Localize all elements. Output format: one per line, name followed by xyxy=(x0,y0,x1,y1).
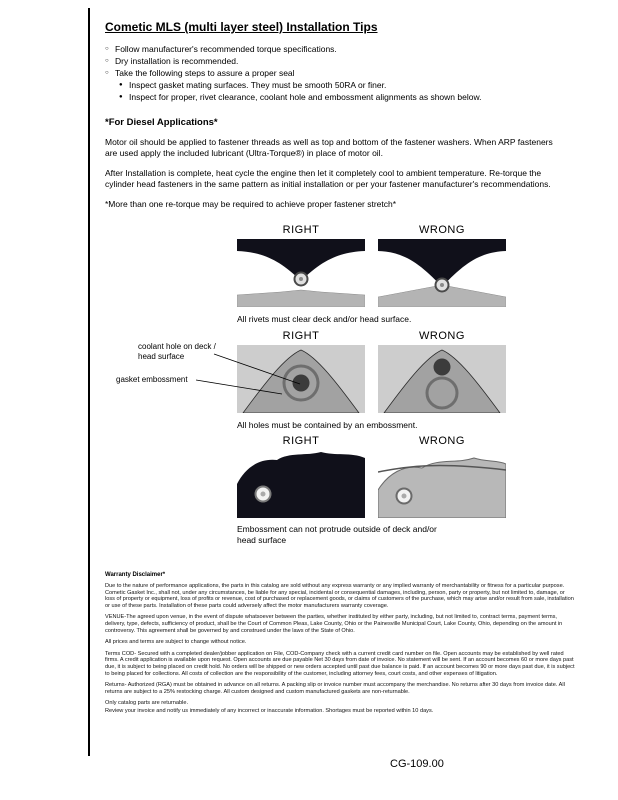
warranty-paragraph: Only catalog parts are returnable. xyxy=(105,700,189,707)
diagram-col-right xyxy=(237,435,365,518)
tip-item: ○ Dry installation is recommended. xyxy=(105,55,575,67)
wrong-label: WRONG xyxy=(419,435,465,447)
diagram-col-right xyxy=(237,224,365,307)
tip-sub-item: ● Inspect for proper, rivet clearance, coolant hole and embossment alignments as shown below. xyxy=(119,91,575,103)
retorque-note: *More than one re-torque may be required to achieve proper fastener stretch* xyxy=(105,199,397,209)
right-label: RIGHT xyxy=(282,330,320,342)
content-column xyxy=(105,20,575,219)
warranty-paragraph: Review your invoice and notify us immediately of any incorrect or inaccurate information. Shortages must be reported within 10 days. xyxy=(105,707,434,714)
right-label: RIGHT xyxy=(282,435,320,447)
hole-wrong-image xyxy=(378,345,506,413)
diagram-row-embossment xyxy=(237,435,506,518)
diagram-col-wrong xyxy=(378,224,506,307)
warranty-heading: Warranty Disclaimer* xyxy=(105,572,166,578)
diesel-paragraph-2: After Installation is complete, heat cycle the engine then let it completely cool to ambient temperature. Re-torque the cylinder head fasteners in the same pattern as initial installation or per your fastener manufacturer's recommendations. xyxy=(105,168,551,189)
embossment-caption: Embossment can not protrude outside of deck and/or head surface xyxy=(237,524,437,545)
diagram-col-wrong xyxy=(378,435,506,518)
embossment-right-image xyxy=(237,450,365,518)
warranty-paragraph: Returns- Authorized (RGA) must be obtained in advance on all returns. A packing slip or invoice number must accompany the merchandise. No returns after 30 days from invoice date. All returns are subject to a 25% restocking charge. All custom designed and custom manufactured gaskets are non-returnable. xyxy=(105,682,565,695)
tip-item: ○ Follow manufacturer's recommended torque specifications. xyxy=(105,43,575,55)
page-number: CG-109.00 xyxy=(390,758,444,770)
gasket-embossment-callout-label: gasket embossment xyxy=(116,375,188,384)
diagram-col-wrong xyxy=(378,330,506,413)
callout-connector-lines xyxy=(196,350,306,402)
diagram-row-rivets xyxy=(237,224,506,307)
rivets-caption: All rivets must clear deck and/or head surface. xyxy=(237,314,412,324)
coolant-hole-callout-label: coolant hole on deck / head surface xyxy=(138,342,216,361)
embossment-wrong-image xyxy=(378,450,506,518)
tips-list xyxy=(105,43,575,103)
tip-item: ○ Take the following steps to assure a proper seal xyxy=(105,67,575,79)
diesel-paragraph-1: Motor oil should be applied to fastener threads as well as top and bottom of the fastener washers. When ARP fasteners are used apply the included lubricant (Ultra-Torque®) in place of motor oil. xyxy=(105,137,553,158)
holes-caption: All holes must be contained by an embossment. xyxy=(237,420,418,430)
tip-sub-item: ● Inspect gasket mating surfaces. They must be smooth 50RA or finer. xyxy=(119,79,575,91)
right-label: RIGHT xyxy=(282,224,320,236)
warranty-disclaimer-section xyxy=(105,572,575,720)
wrong-label: WRONG xyxy=(419,330,465,342)
warranty-paragraph: Terms COD- Secured with a completed dealer/jobber application on File, COD-Company check with a current credit card number on file. Open accounts may be established by well rated firms. A credit application is available upon request. Open accounts are due payable Net 30 days from date of invoice. No statement will be sent. If an account becomes 60 or more days past due, it is subject to being placed on credit hold. No orders will be shipped or new orders accepted until past due balance is paid. If an account becomes 90 or more days past due, it is subject to being placed for collections. All costs of collection are the responsibility of the customer, including attorney fees, court costs, and other expenses of litigation. xyxy=(105,650,575,677)
left-border-rule xyxy=(88,8,90,756)
warranty-paragraph: Due to the nature of performance applications, the parts in this catalog are sold without any express warranty or any implied warranty of merchantability or fitness for a particular purpose. Cometic Gasket Inc., shall not, under any circumstances, be liable for any special, incidental or consequential damages, including, person, party or property, but not limited to, damage, or loss of property or equipment, loss of profits or revenue, cost of purchased or replacement goods, or claims of customers of the purchase, which may arise and/or result from sale, installation or use of these parts. Installation of these parts could adversely affect the motor manufacturers warranty coverage. xyxy=(105,583,574,609)
wrong-label: WRONG xyxy=(419,224,465,236)
page-title: Cometic MLS (multi layer steel) Installation Tips xyxy=(105,20,378,34)
warranty-paragraph: VENUE-The agreed upon venue, in the event of dispute whatsoever between the parties, whether instituted by either party, including, but not limited to, contract terms, payment terms, delivery, type, defects, sufficiency of product, shall be the Court of Common Pleas, Lake County, Ohio or the Painesville Municipal Court, Lake County, Ohio, depending on the amount in controversy. This agreement shall be governed by and construed under the laws of the State of Ohio. xyxy=(105,614,563,634)
diesel-applications-heading: *For Diesel Applications* xyxy=(105,117,218,128)
rivet-right-image xyxy=(237,239,365,307)
rivet-wrong-image xyxy=(378,239,506,307)
warranty-paragraph: All prices and terms are subject to change without notice. xyxy=(105,639,247,646)
